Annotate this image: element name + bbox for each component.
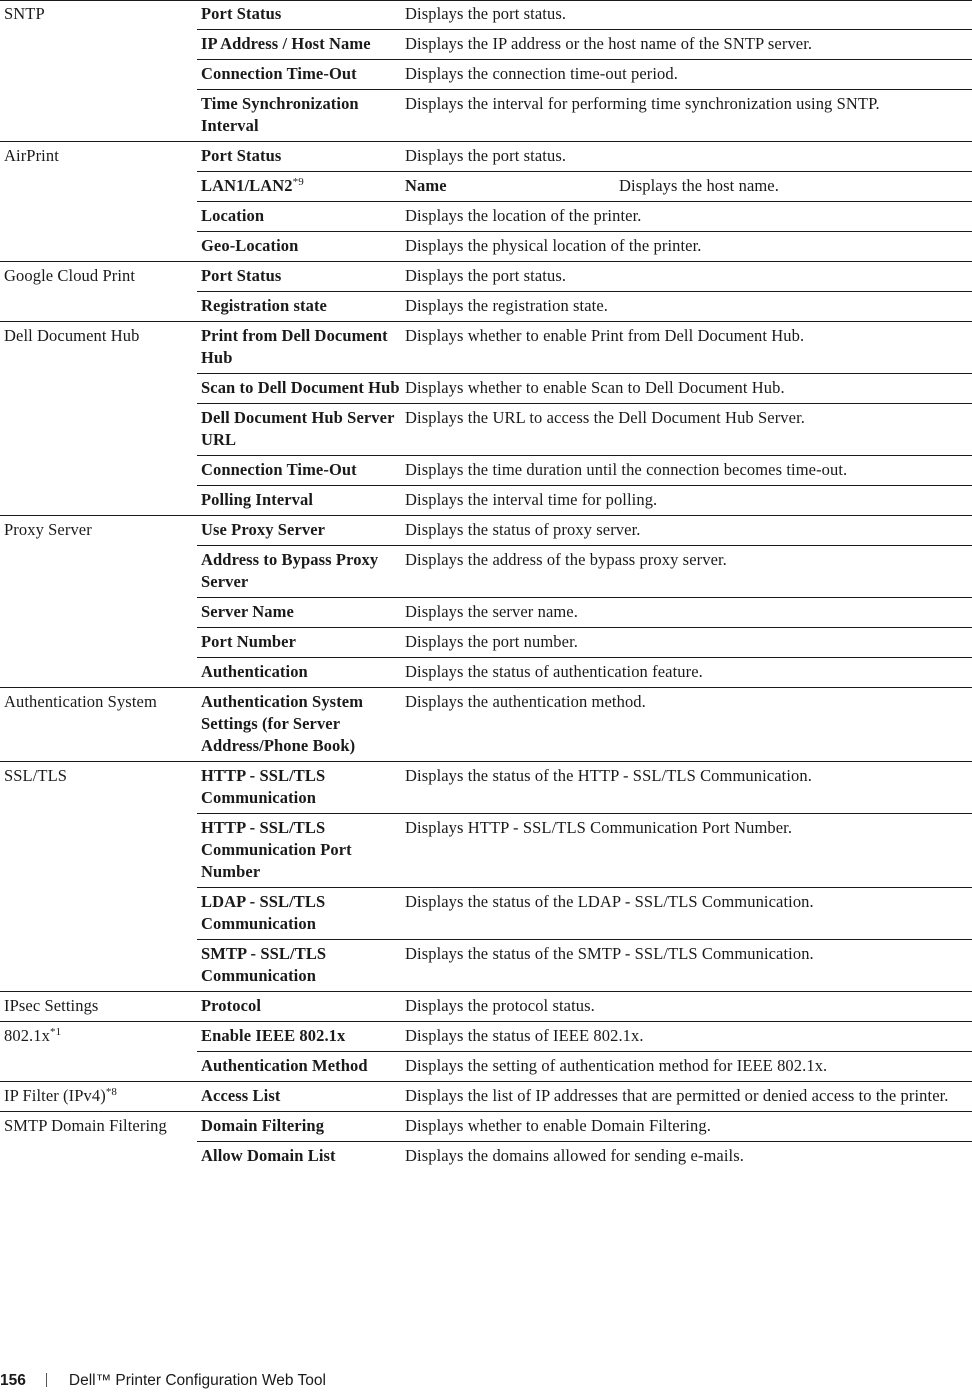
setting-name: Time Synchronization Interval xyxy=(201,94,359,135)
description-cell xyxy=(401,658,972,688)
setting-name: Polling Interval xyxy=(201,490,314,509)
category-label: Dell Document Hub xyxy=(4,326,140,345)
page-number: 156 xyxy=(0,1372,26,1389)
setting-name: Port Number xyxy=(201,632,297,651)
setting-name: Scan to Dell Document Hub xyxy=(201,378,400,397)
setting-name: Domain Filtering xyxy=(201,1116,325,1135)
setting-description: Displays the address of the bypass proxy server. xyxy=(405,550,727,569)
category-label: Authentication System xyxy=(4,692,157,711)
setting-name: Location xyxy=(201,206,265,225)
setting-name-cell xyxy=(197,374,401,404)
setting-description: Displays whether to enable Domain Filtering. xyxy=(405,1116,711,1135)
category-label: Google Cloud Print xyxy=(4,266,136,285)
setting-name: HTTP - SSL/TLS Communication Port Number xyxy=(201,818,352,881)
setting-description: Displays the interval time for polling. xyxy=(405,490,658,509)
setting-name: IP Address / Host Name xyxy=(201,34,371,53)
setting-name: Authentication xyxy=(201,662,308,681)
description-cell xyxy=(401,628,972,658)
setting-name: Print from Dell Document Hub xyxy=(201,326,388,367)
category-cell xyxy=(0,1082,197,1112)
description-cell xyxy=(401,404,972,456)
category-cell xyxy=(0,992,197,1022)
table-row xyxy=(0,142,972,172)
category-cell xyxy=(0,762,197,992)
description-cell xyxy=(401,322,972,374)
setting-name-cell xyxy=(197,762,401,814)
description-cell xyxy=(401,598,972,628)
setting-name: Address to Bypass Proxy Server xyxy=(201,550,379,591)
description-cell xyxy=(401,940,972,992)
description-cell xyxy=(401,1142,972,1172)
description-cell xyxy=(401,1082,972,1112)
page-footer xyxy=(0,1372,326,1390)
description-cell xyxy=(401,1052,972,1082)
table-row xyxy=(0,516,972,546)
table-row xyxy=(0,1022,972,1052)
setting-name: Authentication Method xyxy=(201,1056,368,1075)
setting-name-cell xyxy=(197,1022,401,1052)
setting-description: Displays the URL to access the Dell Document Hub Server. xyxy=(405,408,805,427)
setting-description: Displays the time duration until the connection becomes time-out. xyxy=(405,460,848,479)
category-label: SSL/TLS xyxy=(4,766,68,785)
footer-title: Dell™ Printer Configuration Web Tool xyxy=(68,1372,326,1389)
description-cell xyxy=(401,814,972,888)
setting-description: Displays the status of proxy server. xyxy=(405,520,641,539)
setting-name: Server Name xyxy=(201,602,294,621)
setting-name: Authentication System Settings (for Server Address/Phone Book) xyxy=(201,692,364,755)
description-cell xyxy=(401,30,972,60)
category-label: SMTP Domain Filtering xyxy=(4,1116,167,1135)
description-cell xyxy=(401,202,972,232)
setting-name: Dell Document Hub Server URL xyxy=(201,408,395,449)
setting-description: Displays the port status. xyxy=(405,266,567,285)
description-cell xyxy=(401,486,972,516)
setting-name: HTTP - SSL/TLS Communication xyxy=(201,766,326,807)
category-cell xyxy=(0,1,197,142)
description-cell xyxy=(401,992,972,1022)
setting-name: Access List xyxy=(201,1086,281,1105)
setting-name: Use Proxy Server xyxy=(201,520,326,539)
setting-description: Displays the domains allowed for sending e-mails. xyxy=(405,1146,744,1165)
description-cell xyxy=(401,262,972,292)
description-cell xyxy=(401,546,972,598)
setting-name-cell xyxy=(197,688,401,762)
footnote-marker: *1 xyxy=(49,1026,62,1038)
category-cell xyxy=(0,1112,197,1172)
table-row xyxy=(0,688,972,762)
setting-name: Geo-Location xyxy=(201,236,299,255)
setting-description: Displays the protocol status. xyxy=(405,996,595,1015)
description-cell xyxy=(401,1022,972,1052)
setting-name: Registration state xyxy=(201,296,327,315)
description-cell xyxy=(401,1112,972,1142)
setting-name-cell xyxy=(197,90,401,142)
footnote-marker: *9 xyxy=(292,176,304,188)
setting-name-cell xyxy=(197,814,401,888)
setting-description: Displays whether to enable Print from Dell Document Hub. xyxy=(405,326,805,345)
setting-name-cell xyxy=(197,1,401,30)
settings-table-body xyxy=(0,1,972,1172)
setting-name-cell xyxy=(197,486,401,516)
setting-name-cell xyxy=(197,628,401,658)
setting-name: LAN1/LAN2 xyxy=(201,176,293,195)
setting-name: Connection Time-Out xyxy=(201,460,357,479)
description-cell xyxy=(401,292,972,322)
category-cell xyxy=(0,262,197,322)
setting-name-cell xyxy=(197,202,401,232)
setting-description: Displays whether to enable Scan to Dell Document Hub. xyxy=(405,378,785,397)
category-label: IP Filter (IPv4) xyxy=(4,1086,106,1105)
setting-description: Displays the location of the printer. xyxy=(405,206,642,225)
setting-name: Port Status xyxy=(201,4,282,23)
setting-name-cell xyxy=(197,1112,401,1142)
setting-name-cell xyxy=(197,658,401,688)
setting-name: SMTP - SSL/TLS Communication xyxy=(201,944,327,985)
setting-description: Displays the status of authentication feature. xyxy=(405,662,703,681)
category-cell xyxy=(0,688,197,762)
setting-name: Protocol xyxy=(201,996,262,1015)
sub-setting-name: Name xyxy=(405,176,447,195)
footer-divider xyxy=(46,1373,47,1387)
category-cell xyxy=(0,322,197,516)
setting-description: Displays the status of the SMTP - SSL/TLS Communication. xyxy=(405,944,814,963)
description-cell xyxy=(401,232,972,262)
setting-description: Displays the port status. xyxy=(405,4,567,23)
category-label: Proxy Server xyxy=(4,520,92,539)
setting-description: Displays the server name. xyxy=(405,602,578,621)
setting-name-cell xyxy=(197,404,401,456)
description-cell xyxy=(401,888,972,940)
category-cell xyxy=(0,142,197,262)
setting-name-cell xyxy=(197,322,401,374)
setting-name-cell xyxy=(197,546,401,598)
setting-name-cell xyxy=(197,142,401,172)
description-cell xyxy=(401,456,972,486)
description-cell xyxy=(401,516,972,546)
setting-name-cell xyxy=(197,292,401,322)
description-cell xyxy=(401,172,972,202)
setting-name: Allow Domain List xyxy=(201,1146,336,1165)
table-row xyxy=(0,1,972,30)
setting-name: Connection Time-Out xyxy=(201,64,357,83)
setting-description: Displays the setting of authentication method for IEEE 802.1x. xyxy=(405,1056,828,1075)
table-row xyxy=(0,322,972,374)
setting-description: Displays the host name. xyxy=(619,176,779,195)
setting-description: Displays the registration state. xyxy=(405,296,608,315)
setting-name-cell xyxy=(197,1142,401,1172)
setting-name-cell xyxy=(197,516,401,546)
setting-description: Displays the port number. xyxy=(405,632,578,651)
setting-name-cell xyxy=(197,598,401,628)
setting-name: Port Status xyxy=(201,266,282,285)
category-label: IPsec Settings xyxy=(4,996,99,1015)
description-cell xyxy=(401,142,972,172)
setting-name-cell xyxy=(197,940,401,992)
setting-description: Displays the authentication method. xyxy=(405,692,646,711)
setting-name-cell xyxy=(197,30,401,60)
table-row xyxy=(0,1082,972,1112)
setting-name: LDAP - SSL/TLS Communication xyxy=(201,892,326,933)
setting-description: Displays the interval for performing time synchronization using SNTP. xyxy=(405,94,880,113)
table-row xyxy=(0,262,972,292)
setting-name-cell xyxy=(197,1082,401,1112)
setting-name-cell xyxy=(197,232,401,262)
setting-description: Displays the status of the HTTP - SSL/TLS Communication. xyxy=(405,766,812,785)
setting-description: Displays HTTP - SSL/TLS Communication Port Number. xyxy=(405,818,793,837)
setting-description: Displays the status of the LDAP - SSL/TLS Communication. xyxy=(405,892,814,911)
setting-name-cell xyxy=(197,60,401,90)
table-row xyxy=(0,992,972,1022)
setting-name-cell xyxy=(197,1052,401,1082)
description-cell xyxy=(401,60,972,90)
description-cell xyxy=(401,762,972,814)
setting-description: Displays the connection time-out period. xyxy=(405,64,678,83)
category-label: 802.1x xyxy=(4,1026,50,1045)
category-label: SNTP xyxy=(4,4,45,23)
setting-description: Displays the status of IEEE 802.1x. xyxy=(405,1026,644,1045)
setting-description: Displays the IP address or the host name of the SNTP server. xyxy=(405,34,813,53)
description-cell xyxy=(401,688,972,762)
table-row xyxy=(0,1112,972,1142)
setting-name-cell xyxy=(197,888,401,940)
footnote-marker: *8 xyxy=(105,1086,118,1098)
setting-description: Displays the port status. xyxy=(405,146,567,165)
setting-name-cell xyxy=(197,262,401,292)
setting-name-cell xyxy=(197,172,401,202)
setting-name: Enable IEEE 802.1x xyxy=(201,1026,346,1045)
setting-name: Port Status xyxy=(201,146,282,165)
description-cell xyxy=(401,1,972,30)
category-label: AirPrint xyxy=(4,146,59,165)
setting-description: Displays the list of IP addresses that are permitted or denied access to the printer. xyxy=(405,1086,949,1105)
description-cell xyxy=(401,90,972,142)
category-cell xyxy=(0,1022,197,1082)
category-cell xyxy=(0,516,197,688)
description-cell xyxy=(401,374,972,404)
table-row xyxy=(0,762,972,814)
setting-name-cell xyxy=(197,992,401,1022)
setting-description: Displays the physical location of the printer. xyxy=(405,236,702,255)
setting-name-cell xyxy=(197,456,401,486)
